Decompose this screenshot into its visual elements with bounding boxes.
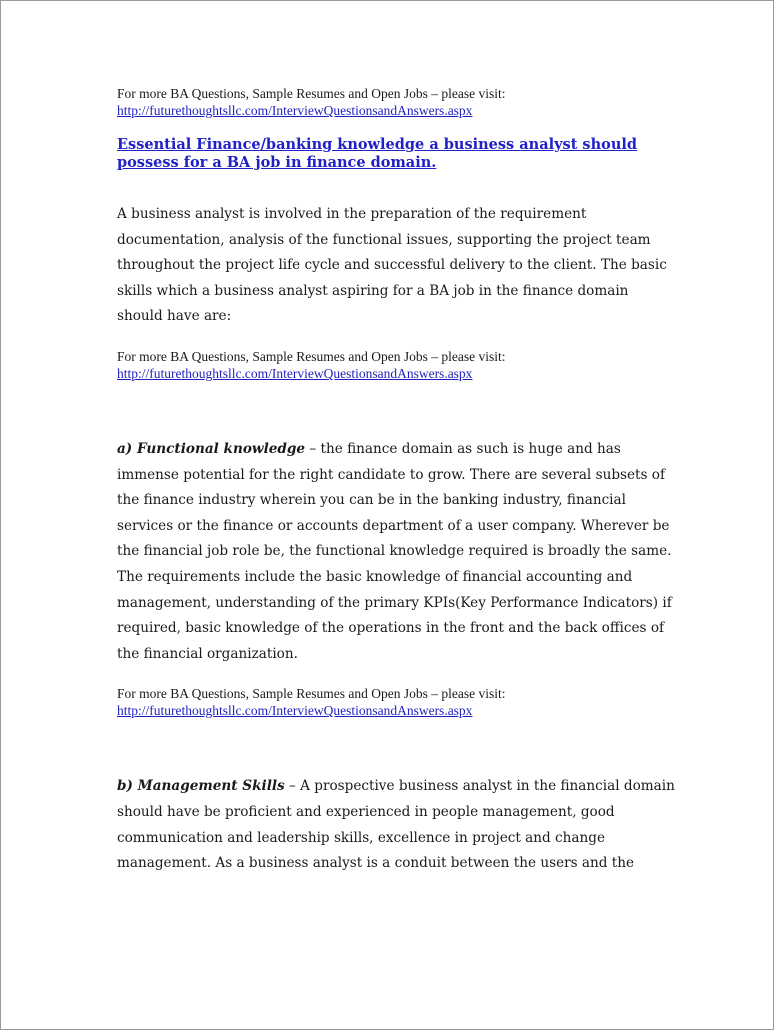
section-a-heading: a) Functional knowledge [117,440,306,457]
promo-link[interactable]: http://futurethoughtsllc.com/InterviewQuestionsandAnswers.aspx [117,103,473,118]
promo-note-middle [117,348,677,382]
page-content [117,85,677,877]
section-functional-knowledge [117,437,677,667]
promo-note-lower [117,685,677,719]
promo-text: For more BA Questions, Sample Resumes and Open Jobs – please visit: [117,86,506,101]
section-a-body: – the finance domain as such is huge and has immense potential for the right candidate to grow. There are several subsets of the finance industry wherein you can be in the banking industry, financial services or the finance or accounts department of a user company. Wherever be the financial job role be, the functional knowledge required is broadly the same. The requirements include the basic knowledge of financial accounting and management, understanding of the primary KPIs(Key Performance Indicators) if required, basic knowledge of the operations in the front and the back offices of the financial organization. [117,440,672,662]
section-b-body: – A prospective business analyst in the financial domain should have be proficient and experienced in people management, good communication and leadership skills, excellence in project and change management. As a business analyst is a conduit between the users and the [117,778,675,872]
section-b-heading: b) Management Skills [117,778,285,795]
promo-link[interactable]: http://futurethoughtsllc.com/InterviewQuestionsandAnswers.aspx [117,703,473,719]
promo-note-top [117,85,677,119]
article-title[interactable]: Essential Finance/banking knowledge a business analyst should possess for a BA job in finance domain. [117,136,638,171]
promo-text: For more BA Questions, Sample Resumes and Open Jobs – please visit: [117,348,506,364]
intro-paragraph: A business analyst is involved in the preparation of the requirement documentation, analysis of the functional issues, supporting the project team throughout the project life cycle and successful delivery to the client. The basic skills which a business analyst aspiring for a BA job in the finance domain should have are: [117,206,667,325]
promo-link[interactable]: http://futurethoughtsllc.com/InterviewQuestionsandAnswers.aspx [117,365,473,381]
section-management-skills [117,774,677,876]
promo-text: For more BA Questions, Sample Resumes and Open Jobs – please visit: [117,686,506,702]
